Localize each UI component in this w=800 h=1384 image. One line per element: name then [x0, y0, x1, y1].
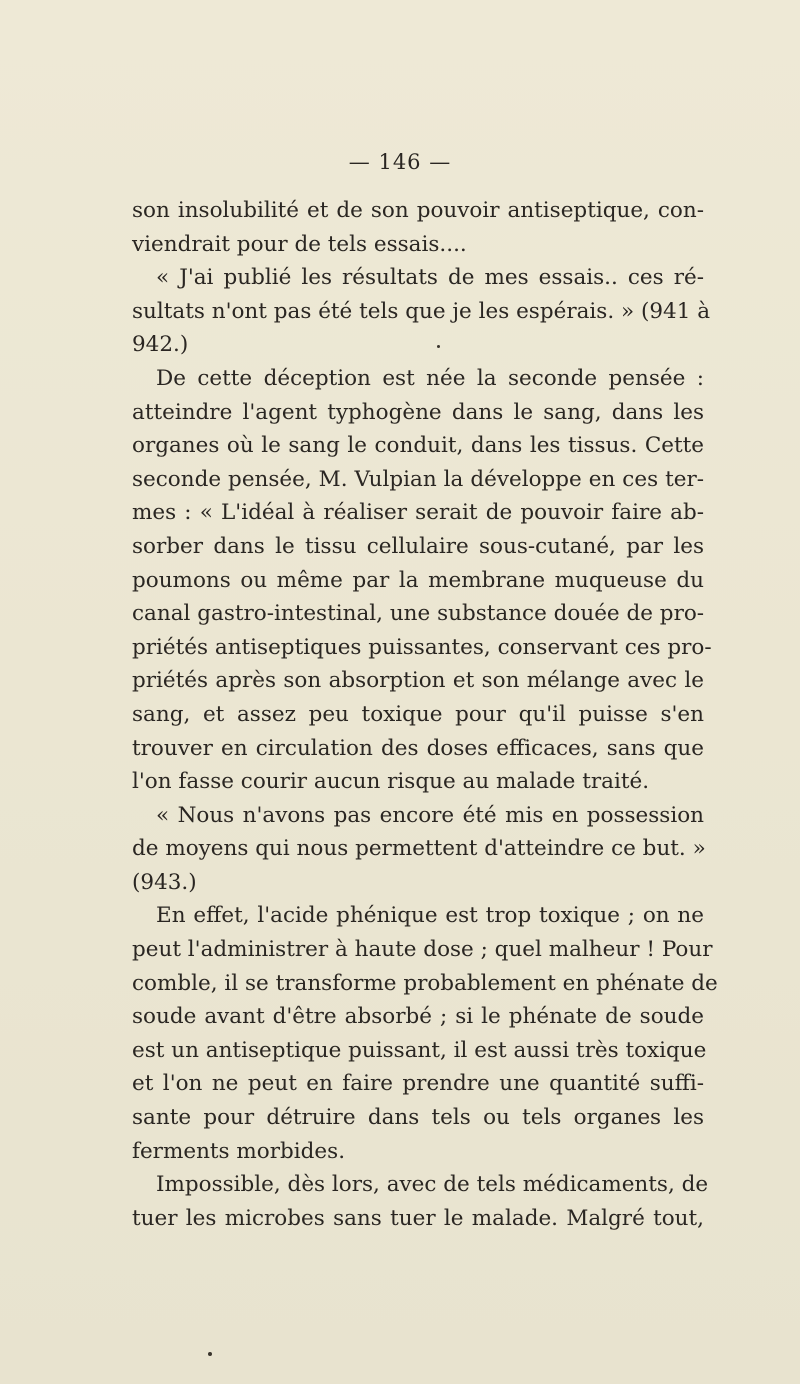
text-line: De cette déception est née la seconde pensée : [156, 365, 704, 391]
text-line: tuer les microbes sans tuer le malade. Malgré tout, [132, 1205, 704, 1231]
text-line: mes : « L'idéal à réaliser serait de pouvoir faire ab- [132, 500, 704, 526]
text-line: atteindre l'agent typhogène dans le sang, dans les [132, 399, 704, 425]
text-line: son insolubilité et de son pouvoir antiseptique, con- [132, 198, 704, 223]
text-line: Impossible, dès lors, avec de tels médicaments, de [156, 1172, 709, 1198]
text-line: canal gastro-intestinal, une substance douée de pro- [132, 601, 705, 627]
text-line: sang, et assez peu toxique pour qu'il puisse s'en [132, 701, 704, 727]
text-line: l'on fasse courir aucun risque au malade traité. [132, 769, 650, 795]
text-line: 942.) [132, 332, 189, 358]
text-line: est un antiseptique puissant, il est aussi très toxique [132, 1037, 707, 1063]
text-line: priétés antiseptiques puissantes, conservant ces pro- [132, 634, 712, 660]
text-line: peut l'administrer à haute dose ; quel malheur ! Pour [132, 937, 713, 963]
text-line: comble, il se transforme probablement en phénate de [132, 970, 718, 996]
text-line: sante pour détruire dans tels ou tels organes les [132, 1105, 704, 1131]
page-number: — 146 — [348, 150, 452, 174]
text-line: priétés après son absorption et son mélange avec le [132, 668, 704, 694]
text-line: viendrait pour de tels essais.... [132, 231, 467, 257]
ink-speck [437, 345, 440, 348]
text-line: poumons ou même par la membrane muqueuse du [132, 567, 704, 593]
text-line: (943.) [132, 869, 197, 895]
ink-speck [208, 1352, 212, 1356]
text-line: soude avant d'être absorbé ; si le phénate de soude [132, 1004, 704, 1030]
text-line: « Nous n'avons pas encore été mis en possession [156, 802, 704, 828]
text-line: sultats n'ont pas été tels que je les espérais. » (941 à [132, 298, 711, 324]
text-line: seconde pensée, M. Vulpian la développe en ces ter- [132, 466, 704, 492]
body-text [132, 194, 718, 1235]
text-line: trouver en circulation des doses efficaces, sans que [132, 735, 704, 761]
text-line: et l'on ne peut en faire prendre une quantité suffi- [132, 1071, 704, 1097]
text-line: de moyens qui nous permettent d'atteindre ce but. » [132, 836, 706, 862]
text-line: « J'ai publié les résultats de mes essais.. ces ré- [156, 265, 704, 291]
text-line: En effet, l'acide phénique est trop toxique ; on ne [156, 903, 704, 929]
text-line: sorber dans le tissu cellulaire sous-cutané, par les [132, 533, 704, 559]
text-line: organes où le sang le conduit, dans les tissus. Cette [132, 433, 704, 459]
text-line: ferments morbides. [132, 1138, 346, 1164]
